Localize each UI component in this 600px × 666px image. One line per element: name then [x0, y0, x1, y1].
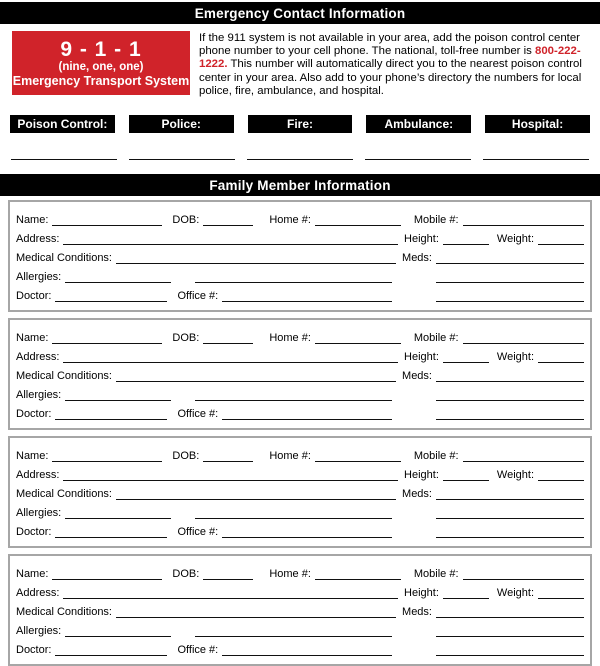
doctor-group [16, 644, 392, 657]
name-label: Name: [16, 450, 49, 463]
member-row-allergies [16, 265, 584, 284]
member-row-name [16, 444, 584, 463]
emergency-contact-labels-row [0, 115, 600, 133]
member-row-allergies [16, 501, 584, 520]
page-title: Emergency Contact Information [0, 2, 600, 24]
name-blank-line [52, 342, 162, 344]
intro-text-before-phone: If the 911 system is not available in your area, add the poison control center phone number to your cell phone. The national, toll-free number is [199, 32, 580, 58]
allergies-group [16, 507, 392, 520]
dob-label: DOB: [172, 450, 200, 463]
name-blank-line [52, 460, 162, 462]
allergies-continuation-line [195, 281, 392, 283]
allergies-label: Allergies: [16, 625, 62, 638]
home-phone-blank-line [315, 342, 401, 344]
allergies-group [16, 625, 392, 638]
address-label: Address: [16, 469, 60, 482]
office-phone-label: Office #: [177, 526, 219, 539]
meds-blank-line [436, 498, 584, 500]
doctor-group [16, 408, 392, 421]
height-label: Height: [404, 469, 439, 482]
intro-paragraph [199, 31, 590, 98]
home-phone-label: Home #: [269, 568, 311, 581]
meds-label: Meds: [402, 488, 432, 501]
allergies-group [16, 389, 392, 402]
member-row-allergies [16, 619, 584, 638]
meds-label: Meds: [402, 252, 432, 265]
doctor-blank-line [55, 300, 167, 302]
family-member-block [8, 318, 592, 430]
medical-conditions-blank-line [116, 616, 396, 618]
mobile-phone-label: Mobile #: [413, 568, 459, 581]
member-row-medical [16, 364, 584, 383]
dob-blank-line [203, 342, 253, 344]
medical-conditions-blank-line [116, 498, 396, 500]
poison-control-label: Poison Control: [10, 115, 115, 133]
intro-text-after-phone: This number will automatically direct you to the nearest poison control center in your area. Also add to your phone’s directory the numbers for local police, fire, ambulance, and hospital. [199, 58, 582, 97]
poison-control-blank-line [11, 158, 117, 160]
height-label: Height: [404, 351, 439, 364]
address-label: Address: [16, 233, 60, 246]
911-number: 9 - 1 - 1 [60, 38, 142, 61]
meds-label: Meds: [402, 606, 432, 619]
medical-conditions-label: Medical Conditions: [16, 252, 112, 265]
meds-continuation-line [436, 517, 584, 519]
poison-control-phone-number: 800-222-1222. [199, 45, 581, 71]
dob-blank-line [203, 224, 253, 226]
allergies-label: Allergies: [16, 271, 62, 284]
address-label: Address: [16, 587, 60, 600]
medical-conditions-blank-line [116, 262, 396, 264]
meds-label: Meds: [402, 370, 432, 383]
height-blank-line [443, 243, 489, 245]
family-members-list [0, 196, 600, 666]
meds-blank-line [436, 380, 584, 382]
meds-continuation-line-2 [436, 536, 584, 538]
member-row-address [16, 227, 584, 246]
dob-label: DOB: [172, 214, 200, 227]
office-phone-label: Office #: [177, 290, 219, 303]
member-row-doctor [16, 520, 584, 539]
police-label: Police: [129, 115, 234, 133]
home-phone-blank-line [315, 460, 401, 462]
dob-blank-line [203, 460, 253, 462]
family-member-block [8, 200, 592, 312]
hospital-label: Hospital: [485, 115, 590, 133]
mobile-phone-blank-line [463, 224, 584, 226]
allergies-blank-line [65, 635, 171, 637]
fire-label: Fire: [248, 115, 353, 133]
intro-section [0, 24, 600, 98]
family-section-title: Family Member Information [0, 174, 600, 196]
doctor-group [16, 290, 392, 303]
name-label: Name: [16, 214, 49, 227]
allergies-continuation-line [195, 517, 392, 519]
home-phone-label: Home #: [269, 332, 311, 345]
weight-label: Weight: [496, 233, 534, 246]
address-label: Address: [16, 351, 60, 364]
meds-continuation-line [436, 399, 584, 401]
mobile-phone-blank-line [463, 460, 584, 462]
allergies-blank-line [65, 281, 171, 283]
home-phone-blank-line [315, 224, 401, 226]
address-blank-line [63, 361, 398, 363]
medical-conditions-label: Medical Conditions: [16, 370, 112, 383]
name-label: Name: [16, 568, 49, 581]
911-emergency-box [12, 31, 190, 95]
address-blank-line [63, 597, 398, 599]
allergies-continuation-line [195, 399, 392, 401]
medical-conditions-group [16, 606, 396, 619]
dob-label: DOB: [172, 332, 200, 345]
fire-blank-line [247, 158, 353, 160]
member-row-address [16, 463, 584, 482]
doctor-blank-line [55, 536, 167, 538]
medical-conditions-blank-line [116, 380, 396, 382]
medical-conditions-label: Medical Conditions: [16, 488, 112, 501]
home-phone-blank-line [315, 578, 401, 580]
doctor-label: Doctor: [16, 408, 52, 421]
weight-blank-line [538, 361, 584, 363]
911-pronunciation: (nine, one, one) [58, 61, 144, 73]
meds-continuation-line-2 [436, 654, 584, 656]
member-row-medical [16, 482, 584, 501]
member-row-medical [16, 600, 584, 619]
doctor-group [16, 526, 392, 539]
member-row-name [16, 562, 584, 581]
office-phone-blank-line [222, 418, 392, 420]
meds-continuation-line [436, 635, 584, 637]
office-phone-blank-line [222, 654, 392, 656]
doctor-label: Doctor: [16, 526, 52, 539]
allergies-label: Allergies: [16, 507, 62, 520]
dob-blank-line [203, 578, 253, 580]
allergies-label: Allergies: [16, 389, 62, 402]
medical-conditions-group [16, 370, 396, 383]
office-phone-label: Office #: [177, 408, 219, 421]
weight-label: Weight: [496, 587, 534, 600]
meds-blank-line [436, 616, 584, 618]
weight-label: Weight: [496, 351, 534, 364]
allergies-blank-line [65, 399, 171, 401]
dob-label: DOB: [172, 568, 200, 581]
height-label: Height: [404, 587, 439, 600]
meds-blank-line [436, 262, 584, 264]
height-blank-line [443, 361, 489, 363]
911-caption: Emergency Transport System [12, 74, 190, 88]
allergies-blank-line [65, 517, 171, 519]
mobile-phone-blank-line [463, 342, 584, 344]
ambulance-label: Ambulance: [366, 115, 471, 133]
meds-continuation-line-2 [436, 418, 584, 420]
family-member-block [8, 554, 592, 666]
member-row-doctor [16, 638, 584, 657]
weight-blank-line [538, 479, 584, 481]
doctor-blank-line [55, 418, 167, 420]
medical-conditions-group [16, 252, 396, 265]
ambulance-blank-line [365, 158, 471, 160]
member-row-name [16, 208, 584, 227]
name-blank-line [52, 578, 162, 580]
height-blank-line [443, 597, 489, 599]
home-phone-label: Home #: [269, 214, 311, 227]
member-row-medical [16, 246, 584, 265]
hospital-blank-line [483, 158, 589, 160]
weight-blank-line [538, 597, 584, 599]
member-row-address [16, 345, 584, 364]
mobile-phone-label: Mobile #: [413, 332, 459, 345]
family-member-block [8, 436, 592, 548]
name-label: Name: [16, 332, 49, 345]
police-blank-line [129, 158, 235, 160]
medical-conditions-group [16, 488, 396, 501]
mobile-phone-label: Mobile #: [413, 214, 459, 227]
medical-conditions-label: Medical Conditions: [16, 606, 112, 619]
doctor-label: Doctor: [16, 290, 52, 303]
office-phone-label: Office #: [177, 644, 219, 657]
emergency-contact-blank-lines-row [0, 158, 600, 160]
member-row-doctor [16, 284, 584, 303]
office-phone-blank-line [222, 536, 392, 538]
doctor-blank-line [55, 654, 167, 656]
meds-continuation-line-2 [436, 300, 584, 302]
allergies-continuation-line [195, 635, 392, 637]
meds-continuation-line [436, 281, 584, 283]
doctor-label: Doctor: [16, 644, 52, 657]
member-row-allergies [16, 383, 584, 402]
home-phone-label: Home #: [269, 450, 311, 463]
allergies-group [16, 271, 392, 284]
height-label: Height: [404, 233, 439, 246]
weight-label: Weight: [496, 469, 534, 482]
member-row-doctor [16, 402, 584, 421]
mobile-phone-label: Mobile #: [413, 450, 459, 463]
office-phone-blank-line [222, 300, 392, 302]
weight-blank-line [538, 243, 584, 245]
mobile-phone-blank-line [463, 578, 584, 580]
member-row-name [16, 326, 584, 345]
address-blank-line [63, 243, 398, 245]
address-blank-line [63, 479, 398, 481]
name-blank-line [52, 224, 162, 226]
height-blank-line [443, 479, 489, 481]
member-row-address [16, 581, 584, 600]
